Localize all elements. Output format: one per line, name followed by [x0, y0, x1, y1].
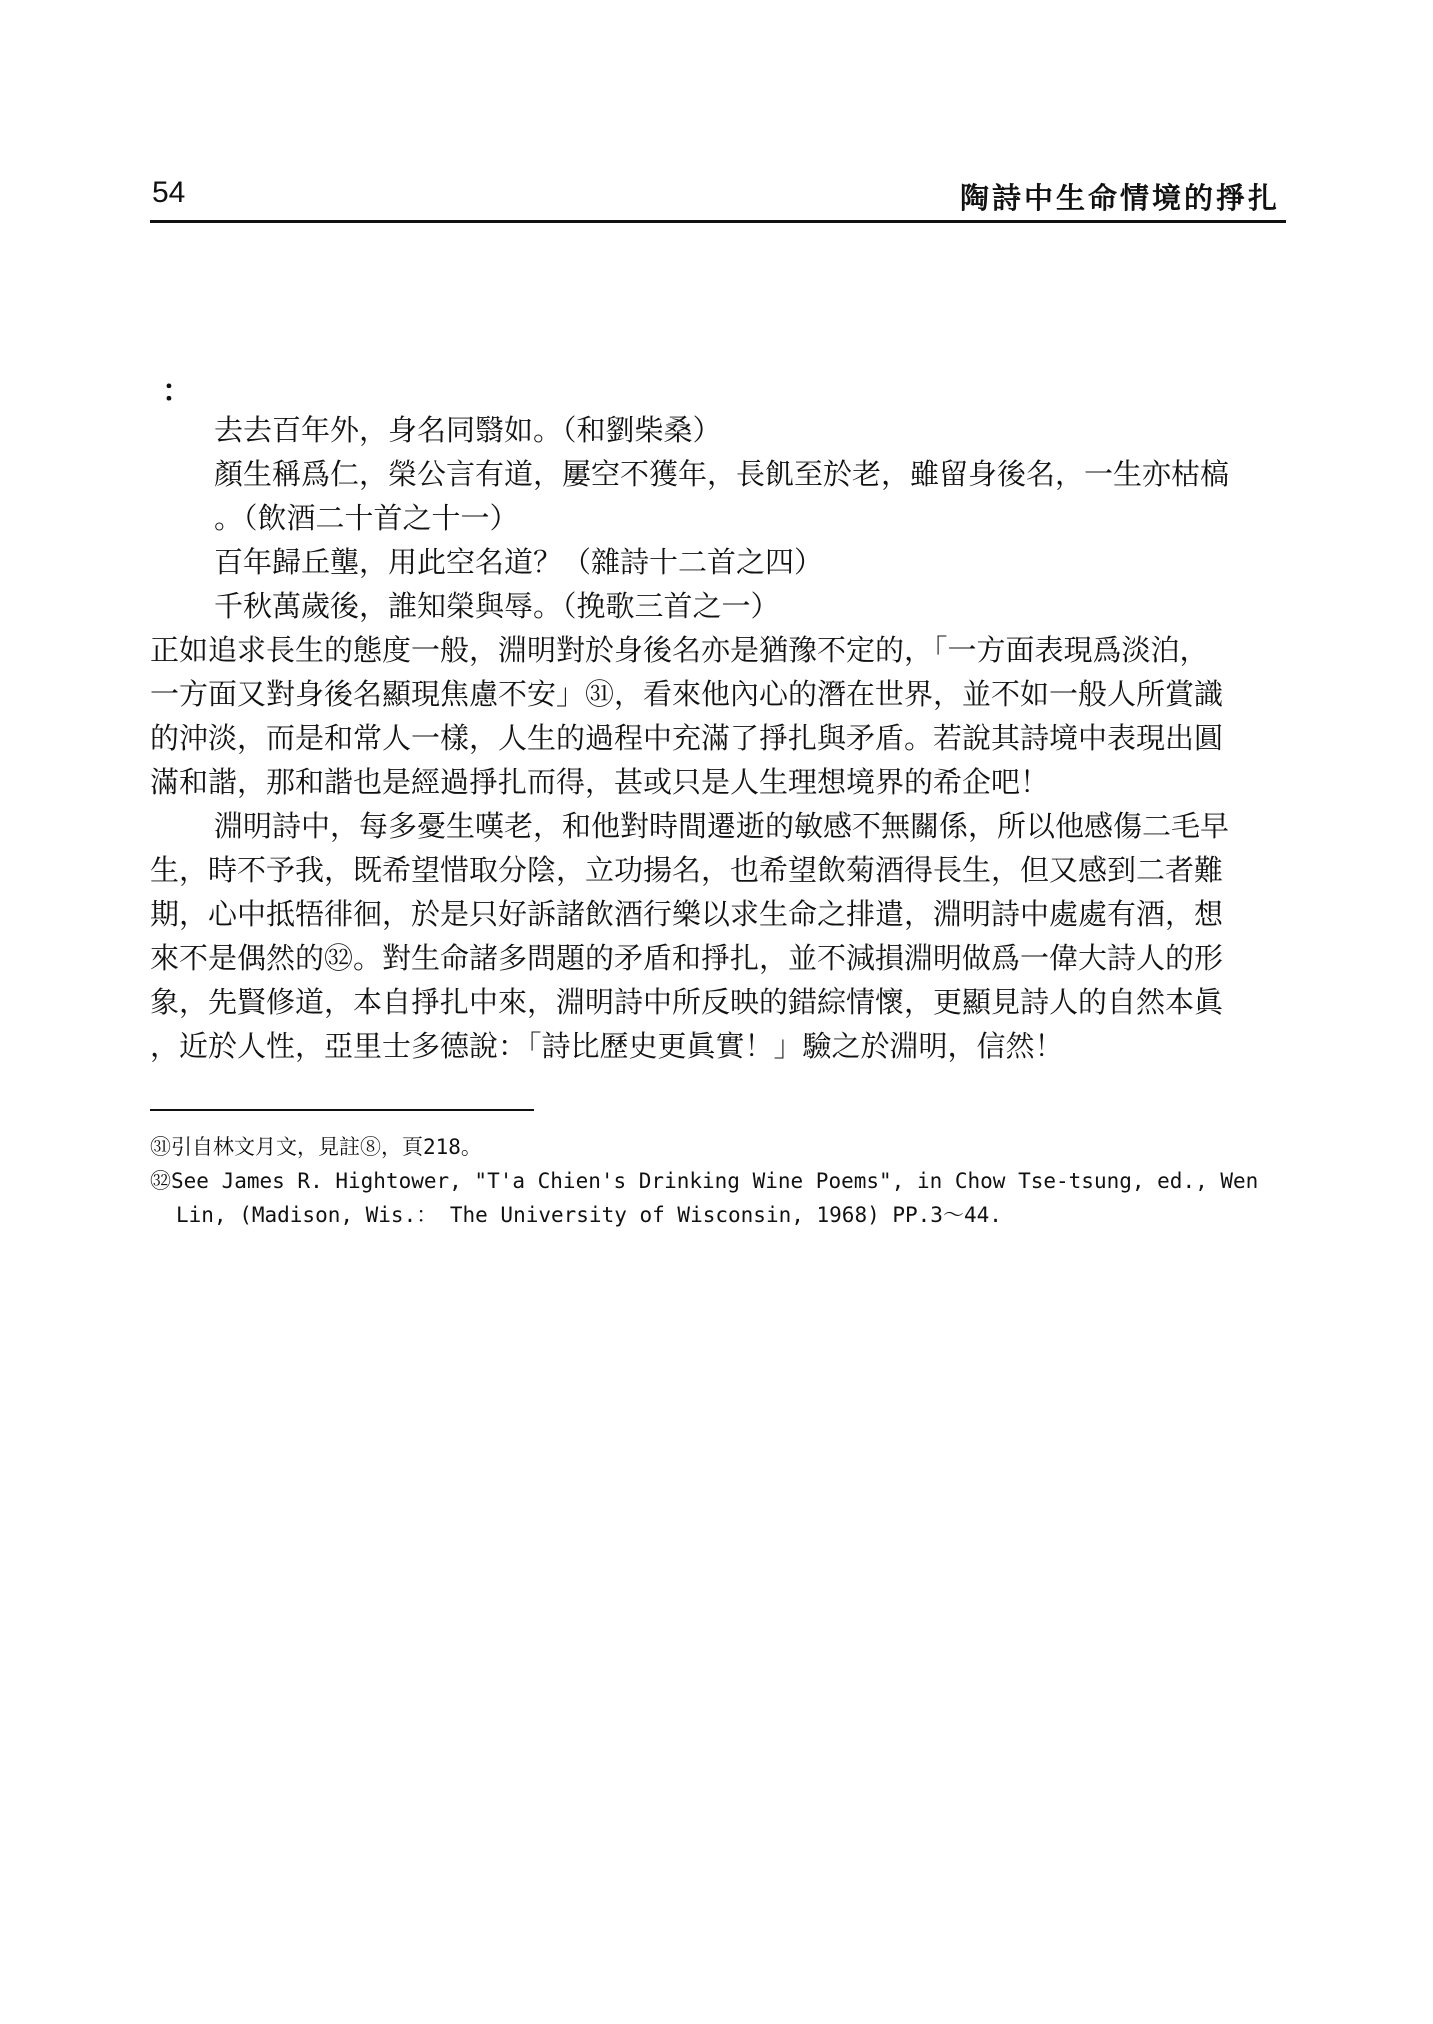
quote-line: 顏生稱爲仁，榮公言有道，屢空不獲年，長飢至於老，雖留身後名，一生亦枯槁 — [214, 457, 1230, 491]
footnote-31: ㉛引自林文月文，見註⑧，頁218。 — [150, 1135, 482, 1159]
running-header — [150, 176, 1284, 220]
paragraph-line: 來不是偶然的㉜。對生命諸多問題的矛盾和掙扎，並不減損淵明做爲一偉大詩人的形 — [150, 941, 1224, 975]
paragraph-line: 生，時不予我，既希望惜取分陰，立功揚名，也希望飲菊酒得長生，但又感到二者難 — [150, 853, 1224, 887]
paragraph-line: 一方面又對身後名顯現焦慮不安」㉛，看來他內心的潛在世界，並不如一般人所賞識 — [150, 677, 1224, 711]
paragraph-line: ，近於人性，亞里士多德說：「詩比歷史更眞實！」驗之於淵明，信然！ — [150, 1029, 1064, 1063]
paragraph-line: 滿和諧，那和諧也是經過掙扎而得，甚或只是人生理想境界的希企吧！ — [150, 765, 1050, 799]
footnote-divider — [150, 1109, 534, 1111]
footnote-32: ㉜See James R. Hightower, "T'a Chien's Drinking Wine Poems", in Chow Tse-tsung, ed., Wen — [150, 1169, 1259, 1193]
header-divider — [150, 220, 1286, 223]
quote-line: 百年歸丘壟，用此空名道？（雜詩十二首之四） — [214, 545, 824, 579]
paragraph-line: 象，先賢修道，本自掙扎中來，淵明詩中所反映的錯綜情懷，更顯見詩人的自然本眞 — [150, 985, 1224, 1019]
lead-colon: ： — [162, 374, 192, 409]
paragraph-line: 期，心中抵牾徘徊，於是只好訴諸飲酒行樂以求生命之排遣，淵明詩中處處有酒，想 — [150, 897, 1224, 931]
paragraph-line: 正如追求長生的態度一般，淵明對於身後名亦是猶豫不定的，「一方面表現爲淡泊， — [150, 633, 1209, 667]
quote-line: 。（飲酒二十首之十一） — [214, 501, 519, 535]
paragraph-line: 淵明詩中，每多憂生嘆老，和他對時間遷逝的敏感不無關係，所以他感傷二毛早 — [214, 809, 1230, 843]
page-number: 54 — [152, 176, 186, 209]
footnotes — [150, 1130, 1284, 1232]
quote-line: 千秋萬歲後，誰知榮與辱。（挽歌三首之一） — [214, 589, 780, 623]
paragraph-line: 的沖淡，而是和常人一樣，人生的過程中充滿了掙扎與矛盾。若說其詩境中表現出圓 — [150, 721, 1224, 755]
footnote-32-continued: Lin, (Madison, Wis.： The University of Wisconsin, 1968) PP.3～44. — [176, 1203, 1002, 1227]
body-text — [150, 408, 1284, 1068]
quote-line: 去去百年外，身名同翳如。（和劉柴桑） — [214, 413, 722, 447]
running-title: 陶詩中生命情境的掙扎 — [959, 181, 1280, 215]
